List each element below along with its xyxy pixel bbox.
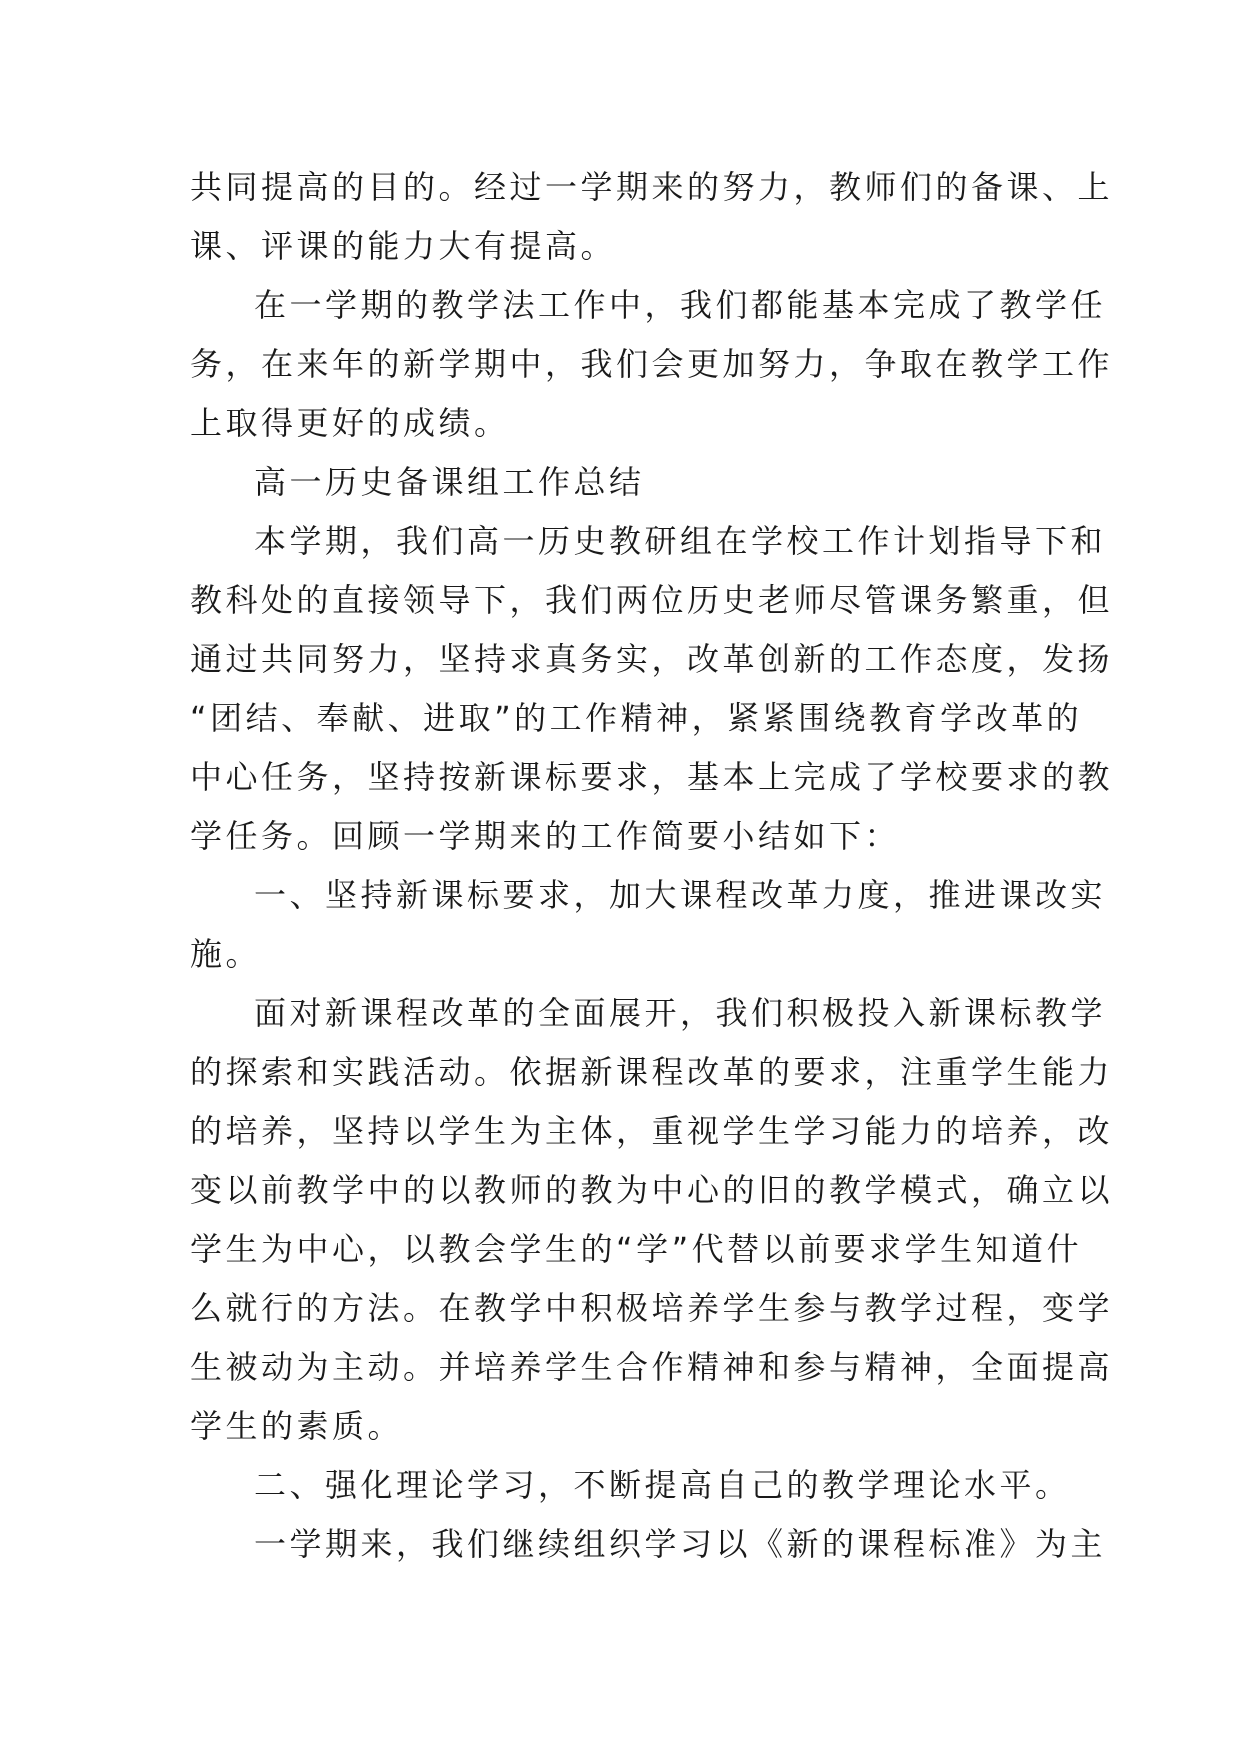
paragraph-line: 在一学期的教学法工作中，我们都能基本完成了教学任 [254,286,1107,324]
document-body [190,158,1114,1574]
paragraph-line: 学生的素质。 [190,1407,404,1445]
paragraph-line: “团结、奉献、进取”的工作精神，紧紧围绕教育学改革的 [190,699,1083,737]
section-title: 高一历史备课组工作总结 [254,463,645,501]
paragraph-line: 共同提高的目的。经过一学期来的努力，教师们的备课、上 [190,168,1114,206]
heading-line: 二、强化理论学习，不断提高自己的教学理论水平。 [254,1466,1071,1504]
paragraph-line: 生被动为主动。并培养学生合作精神和参与精神，全面提高 [190,1348,1114,1386]
paragraph-line: 的培养，坚持以学生为主体，重视学生学习能力的培养，改 [190,1112,1114,1150]
paragraph-line: 通过共同努力，坚持求真务实，改革创新的工作态度，发扬 [190,640,1114,678]
paragraph-line: 一学期来，我们继续组织学习以《新的课程标准》为主 [254,1525,1107,1563]
paragraph-line: 面对新课程改革的全面展开，我们积极投入新课标教学 [254,994,1107,1032]
paragraph-line: 本学期，我们高一历史教研组在学校工作计划指导下和 [254,522,1107,560]
heading-line: 一、坚持新课标要求，加大课程改革力度，推进课改实 [254,876,1107,914]
paragraph-line: 么就行的方法。在教学中积极培养学生参与教学过程，变学 [190,1289,1114,1327]
paragraph-line: 的探索和实践活动。依据新课程改革的要求，注重学生能力 [190,1053,1114,1091]
heading-line: 施。 [190,935,262,973]
paragraph-line: 课、评课的能力大有提高。 [190,227,617,265]
paragraph-line: 学生为中心，以教会学生的“学”代替以前要求学生知道什 [190,1230,1083,1268]
paragraph-line: 务，在来年的新学期中，我们会更加努力，争取在教学工作 [190,345,1114,383]
paragraph-line: 变以前教学中的以教师的教为中心的旧的教学模式，确立以 [190,1171,1114,1209]
paragraph-line: 学任务。回顾一学期来的工作简要小结如下： [190,817,901,855]
paragraph-line: 教科处的直接领导下，我们两位历史老师尽管课务繁重，但 [190,581,1114,619]
paragraph-line: 上取得更好的成绩。 [190,404,510,442]
paragraph-line: 中心任务，坚持按新课标要求，基本上完成了学校要求的教 [190,758,1114,796]
